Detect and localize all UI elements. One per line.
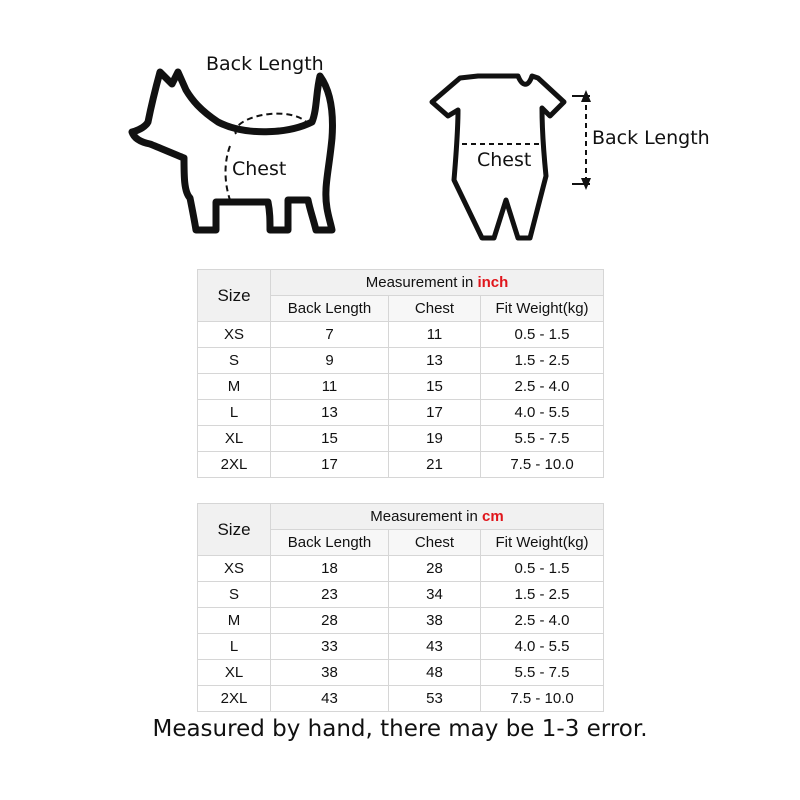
table-row [198,556,604,582]
fit-weight-cell: 7.5 - 10.0 [481,686,604,712]
dog-chest-label: Chest [232,158,287,180]
chest-cell: 21 [389,452,481,478]
back-length-column-header: Back Length [271,296,389,322]
size-column-header: Size [198,504,271,556]
back-length-cell: 13 [271,400,389,426]
back-length-cell: 33 [271,634,389,660]
chest-cell: 38 [389,608,481,634]
unit-label: inch [477,274,509,291]
table-row [198,400,604,426]
fit-weight-column-header: Fit Weight(kg) [481,296,604,322]
fit-weight-cell: 4.0 - 5.5 [481,634,604,660]
garment-chest-label: Chest [477,149,532,171]
chest-cell: 19 [389,426,481,452]
dog-back-length-label: Back Length [206,53,324,75]
chest-cell: 43 [389,634,481,660]
back-length-column-header: Back Length [271,530,389,556]
table-row [198,348,604,374]
back-length-cell: 17 [271,452,389,478]
size-cell: XS [198,556,271,582]
fit-weight-cell: 5.5 - 7.5 [481,660,604,686]
fit-weight-cell: 1.5 - 2.5 [481,582,604,608]
size-cell: M [198,374,271,400]
size-cell: M [198,608,271,634]
fit-weight-cell: 0.5 - 1.5 [481,322,604,348]
table-header-row [198,270,604,296]
chest-column-header: Chest [389,530,481,556]
dog-silhouette-icon [120,50,360,250]
chest-cell: 53 [389,686,481,712]
size-cell: L [198,634,271,660]
pet-jumpsuit-icon [420,60,720,250]
unit-label: cm [482,508,504,525]
fit-weight-column-header: Fit Weight(kg) [481,530,604,556]
fit-weight-cell: 7.5 - 10.0 [481,452,604,478]
size-cell: 2XL [198,686,271,712]
table-header-row [198,504,604,530]
table-row [198,582,604,608]
back-length-cell: 7 [271,322,389,348]
size-column-header: Size [198,270,271,322]
garment-measurement-diagram [420,60,720,250]
size-cell: S [198,582,271,608]
back-length-cell: 38 [271,660,389,686]
table-row [198,686,604,712]
fit-weight-cell: 1.5 - 2.5 [481,348,604,374]
size-cell: XL [198,660,271,686]
size-cell: 2XL [198,452,271,478]
table-row [198,426,604,452]
back-length-cell: 43 [271,686,389,712]
table-row [198,374,604,400]
measurement-prefix: Measurement in [370,508,483,525]
back-length-cell: 11 [271,374,389,400]
chest-cell: 15 [389,374,481,400]
measurement-header [271,504,604,530]
garment-back-length-label: Back Length [592,127,710,149]
fit-weight-cell: 0.5 - 1.5 [481,556,604,582]
chest-column-header: Chest [389,296,481,322]
table-row [198,660,604,686]
dog-measurement-diagram [120,50,360,250]
measurement-prefix: Measurement in [365,274,478,291]
table-row [198,322,604,348]
measurement-header [271,270,604,296]
chest-cell: 34 [389,582,481,608]
fit-weight-cell: 4.0 - 5.5 [481,400,604,426]
fit-weight-cell: 5.5 - 7.5 [481,426,604,452]
size-cell: L [198,400,271,426]
fit-weight-cell: 2.5 - 4.0 [481,374,604,400]
back-length-cell: 28 [271,608,389,634]
size-cell: XL [198,426,271,452]
chest-cell: 13 [389,348,481,374]
table-row [198,608,604,634]
size-table-cm [197,503,604,712]
back-length-cell: 15 [271,426,389,452]
measurement-error-note: Measured by hand, there may be 1-3 error. [152,716,648,742]
size-table-inch [197,269,604,478]
chest-cell: 11 [389,322,481,348]
table-row [198,634,604,660]
back-length-cell: 23 [271,582,389,608]
back-length-cell: 18 [271,556,389,582]
size-cell: S [198,348,271,374]
back-length-cell: 9 [271,348,389,374]
chest-cell: 28 [389,556,481,582]
chest-cell: 17 [389,400,481,426]
size-cell: XS [198,322,271,348]
table-row [198,452,604,478]
chest-cell: 48 [389,660,481,686]
fit-weight-cell: 2.5 - 4.0 [481,608,604,634]
